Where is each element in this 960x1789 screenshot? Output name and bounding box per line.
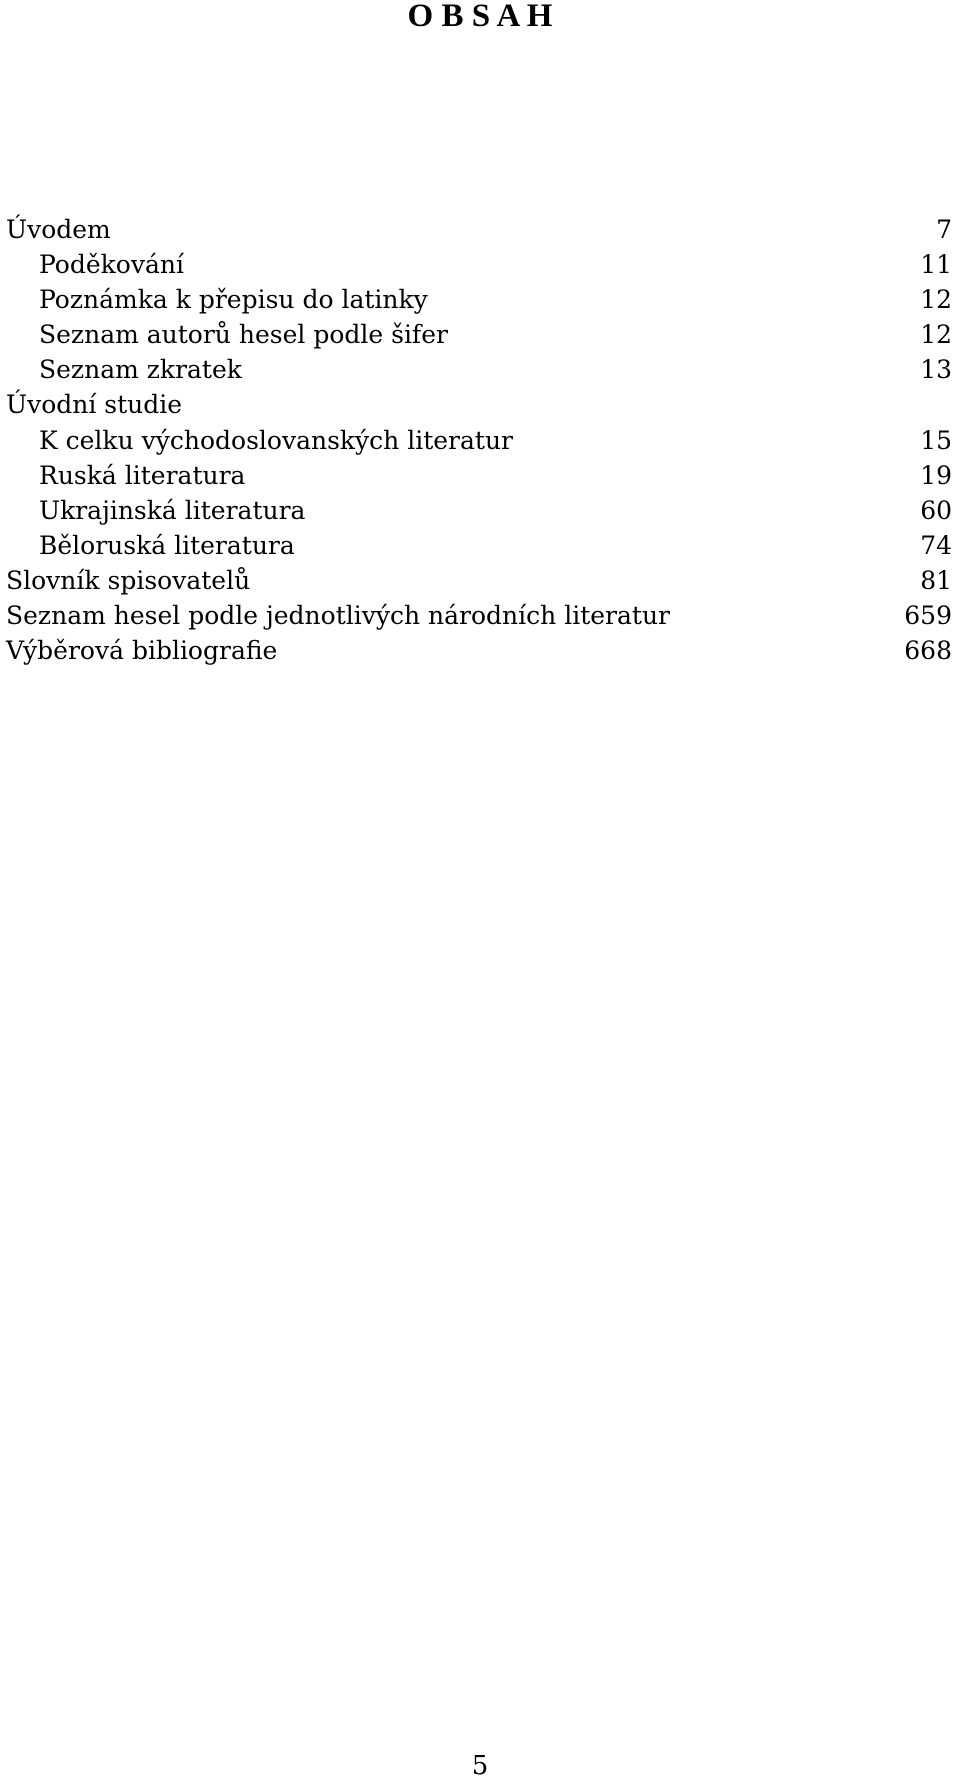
toc-entry-page: 668 (904, 636, 952, 666)
toc-entry-label: K celku východoslovanských literatur (39, 425, 514, 455)
toc-entry-page: 19 (920, 460, 952, 490)
toc-entry (6, 247, 952, 282)
toc-entry-label: Ruská literatura (39, 460, 246, 490)
toc-entry-label: Seznam zkratek (39, 355, 242, 385)
toc-entry (6, 423, 952, 458)
toc-entry (6, 493, 952, 528)
toc-entry-page: 7 (936, 215, 952, 244)
toc-entry-page: 12 (920, 320, 952, 350)
toc-entry-label: Úvodní studie (6, 390, 183, 420)
toc-entry (6, 633, 952, 668)
toc-entry-label: Poděkování (39, 250, 184, 280)
toc-entry-page: 11 (920, 250, 952, 280)
toc-entry-page: 15 (920, 425, 952, 455)
toc-entry-label: Výběrová bibliografie (6, 636, 278, 666)
table-of-contents (6, 212, 952, 668)
toc-entry-page: 60 (920, 495, 952, 525)
toc-entry-label: Seznam autorů hesel podle šifer (39, 320, 448, 350)
toc-entry-page: 81 (920, 565, 952, 595)
toc-entry-label: Ukrajinská literatura (39, 495, 306, 525)
toc-entry (6, 282, 952, 317)
toc-entry (6, 212, 952, 247)
toc-entry (6, 317, 952, 352)
toc-entry-label: Poznámka k přepisu do latinky (39, 285, 428, 315)
toc-entry (6, 387, 952, 422)
toc-entry (6, 528, 952, 563)
toc-entry (6, 352, 952, 387)
toc-entry-label: Úvodem (6, 215, 111, 244)
page-title: O B S A H (407, 0, 553, 34)
toc-entry-page: 659 (904, 601, 952, 631)
page-number: 5 (471, 1751, 489, 1781)
toc-entry-page: 13 (920, 355, 952, 385)
toc-entry-page: 12 (920, 285, 952, 315)
toc-entry-label: Běloruská literatura (39, 530, 295, 560)
toc-entry (6, 563, 952, 598)
toc-entry-label: Slovník spisovatelů (6, 565, 251, 595)
toc-entry (6, 458, 952, 493)
toc-entry-label: Seznam hesel podle jednotlivých národních literatur (6, 601, 670, 631)
toc-entry-page: 74 (920, 530, 952, 560)
toc-entry (6, 598, 952, 633)
